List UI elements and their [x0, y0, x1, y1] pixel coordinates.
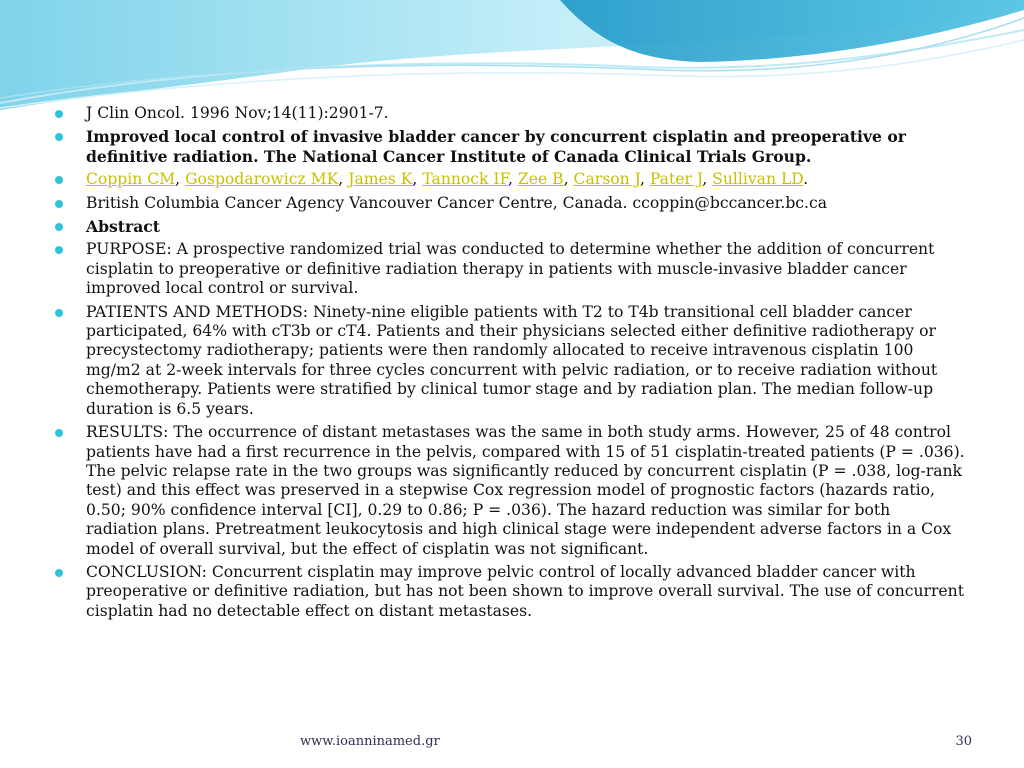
bullet-icon	[55, 176, 63, 184]
bullet-icon	[55, 200, 63, 208]
conclusion-item	[54, 563, 966, 621]
author-link[interactable]: Zee B	[517, 170, 564, 189]
author-separator: ,	[702, 170, 713, 189]
results-text: RESULTS: The occurrence of distant metastases was the same in both study arms. However, 25 of 48 control patients have had a first recurrence in the pelvis, compared with 15 of 51 cisplatin-treated patients (P = .036). The pelvic relapse rate in the two groups was significantly reduced by concurrent cisplatin (P = .038, log-rank test) and this effect was preserved in a stepwise Cox regression model of prognostic factors (hazards ratio, 0.50; 90% confidence interval [CI], 0.29 to 0.86; P = .036). The hazard reduction was similar for both radiation plans. Pretreatment leukocytosis and high clinical stage were independent adverse factors in a Cox model of overall survival, but the effect of cisplatin was not significant.	[86, 423, 965, 558]
affiliation-item	[54, 194, 966, 213]
author-link[interactable]: Sullivan LD	[712, 170, 804, 189]
footer-website: www.ioanninamed.gr	[300, 734, 440, 749]
bullet-icon	[55, 569, 63, 577]
article-title: Improved local control of invasive bladder cancer by concurrent cisplatin and preoperative or definitive radiation. The National Cancer Institute of Canada Clinical Trials Group.	[86, 127, 907, 166]
purpose-item	[54, 240, 966, 298]
citation-item	[54, 104, 966, 123]
affiliation-text: British Columbia Cancer Agency Vancouver Cancer Centre, Canada. ccoppin@bccancer.bc.ca	[86, 193, 828, 212]
author-list	[86, 170, 808, 188]
abstract-heading-item	[54, 217, 966, 236]
author-separator: ,	[507, 170, 518, 189]
header-wave-decoration	[0, 0, 1024, 120]
author-separator: ,	[639, 170, 650, 189]
conclusion-text: CONCLUSION: Concurrent cisplatin may improve pelvic control of locally advanced bladder cancer with preoperative or definitive radiation, but has not been shown to improve overall survival. The use of concurrent cisplatin had no detectable effect on distant metastases.	[86, 562, 964, 620]
author-link[interactable]: James K	[348, 170, 413, 189]
author-separator: ,	[338, 170, 349, 189]
abstract-heading: Abstract	[86, 217, 161, 237]
bullet-icon	[55, 223, 63, 231]
authors-item	[54, 170, 966, 189]
results-item	[54, 423, 966, 559]
author-link[interactable]: Coppin CM	[86, 170, 176, 189]
author-separator: ,	[175, 170, 186, 189]
author-link[interactable]: Gospodarowicz MK	[185, 170, 339, 189]
bullet-icon	[55, 309, 63, 317]
purpose-text: PURPOSE: A prospective randomized trial was conducted to determine whether the addition of concurrent cisplatin to preoperative or definitive radiation therapy in patients with muscle-invasive bladder cancer improved local control or survival.	[86, 240, 935, 298]
methods-text: PATIENTS AND METHODS: Ninety-nine eligible patients with T2 to T4b transitional cell bladder cancer participated, 64% with cT3b or cT4. Patients and their physicians selected either definitive radiotherapy or precystectomy radiotherapy; patients were then randomly allocated to receive intravenous cisplatin 100 mg/m2 at 2-week intervals for three cycles concurrent with pelvic radiation, or to receive radiation without chemotherapy. Patients were stratified by clinical tumor stage and by radiation plan. The median follow-up duration is 6.5 years.	[86, 302, 938, 418]
author-link[interactable]: Carson J	[573, 170, 640, 189]
author-link[interactable]: Tannock IF	[422, 170, 508, 189]
slide-content	[54, 104, 966, 625]
bullet-icon	[55, 246, 63, 254]
bullet-icon	[55, 133, 63, 141]
author-separator: ,	[412, 170, 423, 189]
bullet-icon	[55, 429, 63, 437]
author-link[interactable]: Pater J	[649, 170, 703, 189]
bullet-icon	[55, 110, 63, 118]
author-separator: .	[803, 170, 809, 189]
page-number: 30	[955, 734, 972, 749]
title-item	[54, 127, 966, 166]
methods-item	[54, 303, 966, 419]
bullet-list	[54, 104, 966, 621]
author-separator: ,	[563, 170, 574, 189]
citation-text: J Clin Oncol. 1996 Nov;14(11):2901-7.	[86, 104, 389, 122]
